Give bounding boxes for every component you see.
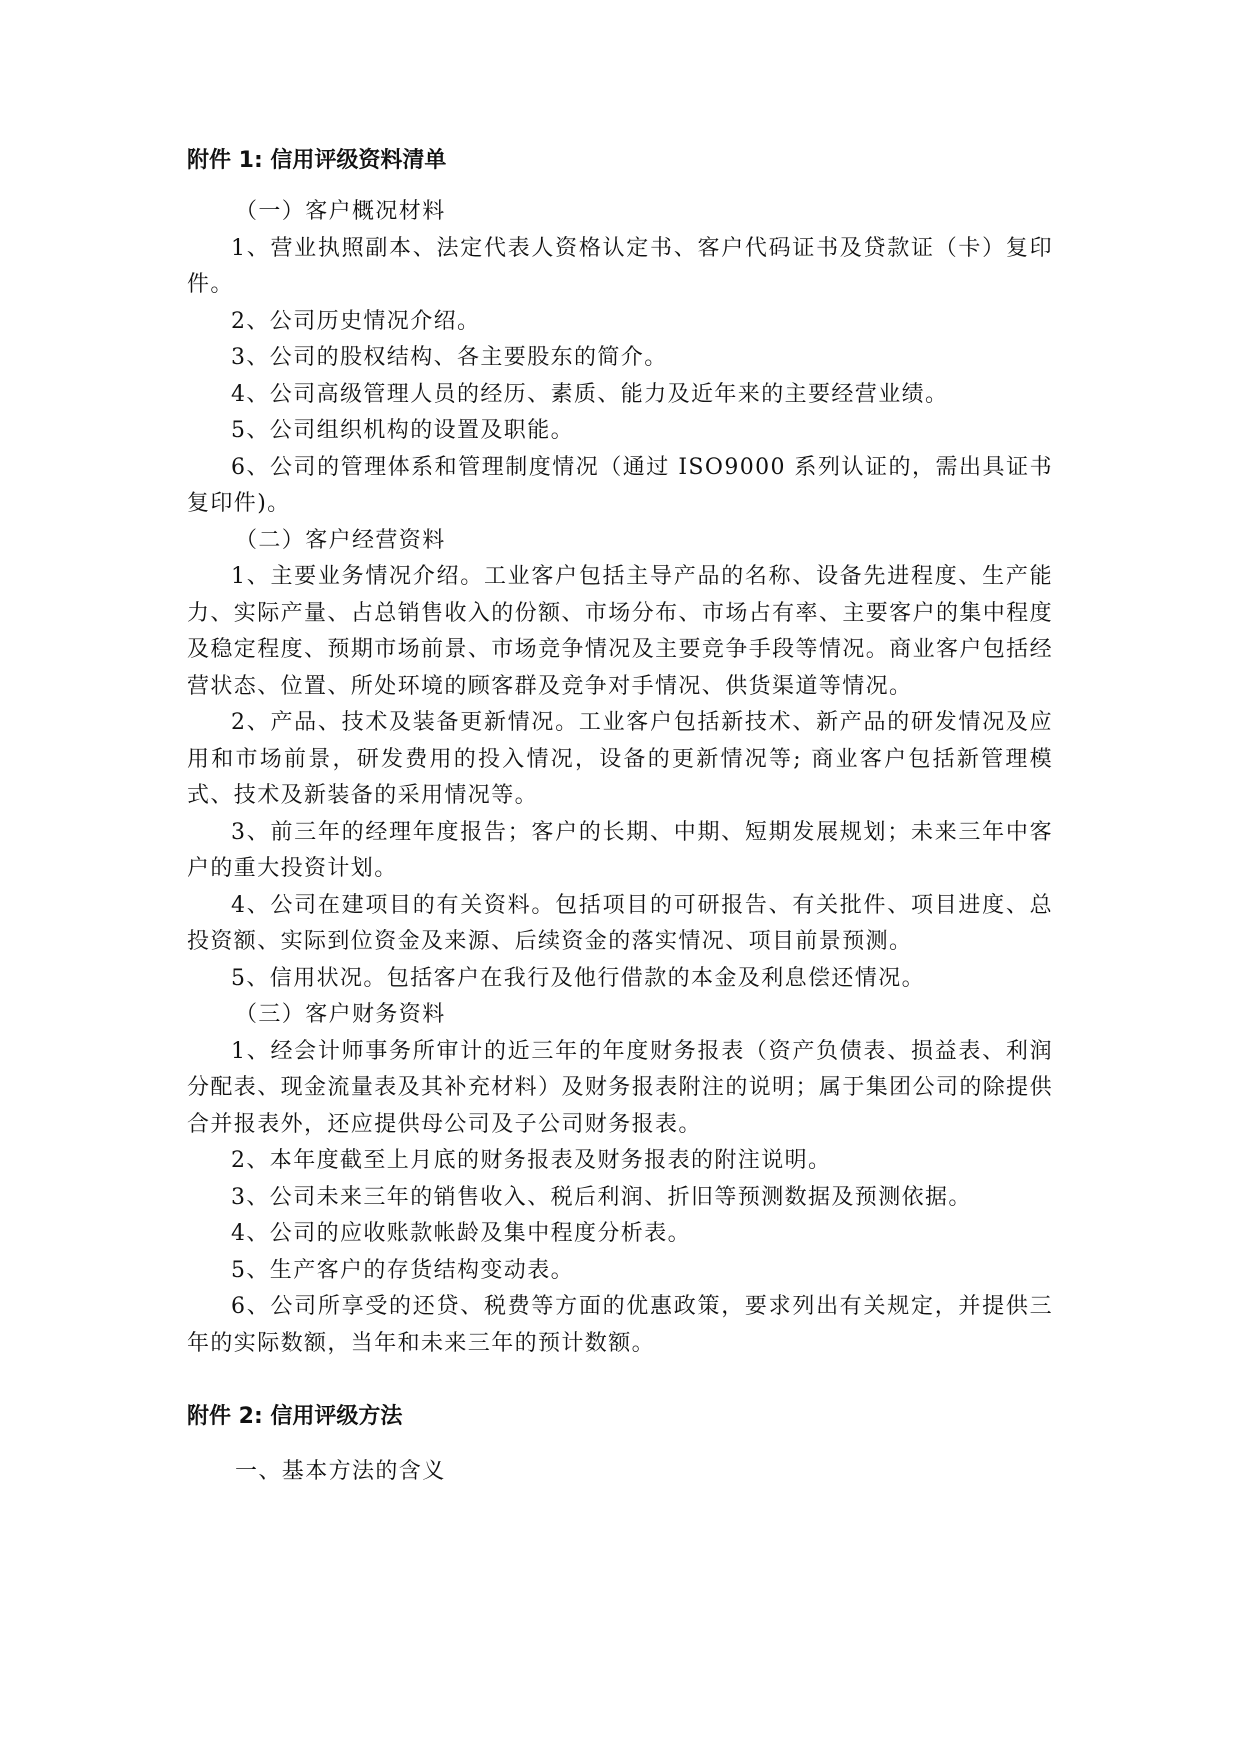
subheading-customer-finance: （三）客户财务资料 bbox=[235, 1002, 446, 1027]
list-item: 3、前三年的经理年度报告；客户的长期、中期、短期发展规划；未来三年中客户的重大投资计划。 bbox=[187, 819, 1053, 881]
list-item: 1、主要业务情况介绍。工业客户包括主导产品的名称、设备先进程度、生产能力、实际产量、占总销售收入的份额、市场分布、市场占有率、主要客户的集中程度及稳定程度、预期市场前景、市场竞争情况及主要竞争手段等情况。商业客户包括经营状态、位置、所处环境的顾客群及竞争对手情况、供货渠道等情况。 bbox=[187, 564, 1053, 699]
list-item: 1、营业执照副本、法定代表人资格认定书、客户代码证书及贷款证（卡）复印件。 bbox=[187, 235, 1053, 297]
subheading-basic-method: 一、基本方法的含义 bbox=[235, 1459, 446, 1484]
list-item: 5、公司组织机构的设置及职能。 bbox=[231, 418, 574, 443]
list-item: 4、公司的应收账款帐龄及集中程度分析表。 bbox=[231, 1221, 691, 1246]
section-heading-attachment-1: 附件 1: 信用评级资料清单 bbox=[187, 148, 447, 173]
list-item: 5、信用状况。包括客户在我行及他行借款的本金及利息偿还情况。 bbox=[231, 965, 925, 991]
list-item: 1、经会计师事务所审计的近三年的年度财务报表（资产负债表、损益表、利润分配表、现金流量表及其补充材料）及财务报表附注的说明；属于集团公司的除提供合并报表外，还应提供母公司及子公司财务报表。 bbox=[187, 1038, 1053, 1137]
subheading-customer-overview: （一）客户概况材料 bbox=[235, 199, 446, 224]
subheading-customer-operations: （二）客户经营资料 bbox=[235, 527, 446, 553]
document-content bbox=[187, 146, 1053, 1491]
list-item: 2、公司历史情况介绍。 bbox=[231, 308, 481, 334]
list-item: 3、公司未来三年的销售收入、税后利润、折旧等预测数据及预测依据。 bbox=[231, 1184, 972, 1210]
list-item: 6、公司的管理体系和管理制度情况（通过 ISO9000 系列认证的，需出具证书复印件)。 bbox=[187, 454, 1053, 516]
list-item: 6、公司所享受的还贷、税费等方面的优惠政策，要求列出有关规定，并提供三年的实际数额，当年和未来三年的预计数额。 bbox=[187, 1294, 1053, 1356]
section-heading-attachment-2: 附件 2: 信用评级方法 bbox=[187, 1404, 403, 1429]
list-item: 2、产品、技术及装备更新情况。工业客户包括新技术、新产品的研发情况及应用和市场前景，研发费用的投入情况，设备的更新情况等; 商业客户包括新管理模式、技术及新装备的采用情况等。 bbox=[187, 710, 1053, 808]
list-item: 2、本年度截至上月底的财务报表及财务报表的附注说明。 bbox=[231, 1148, 832, 1173]
list-item: 5、生产客户的存货结构变动表。 bbox=[231, 1257, 574, 1283]
list-item: 4、公司在建项目的有关资料。包括项目的可研报告、有关批件、项目进度、总投资额、实际到位资金及来源、后续资金的落实情况、项目前景预测。 bbox=[187, 892, 1053, 954]
list-item: 4、公司高级管理人员的经历、素质、能力及近年来的主要经营业绩。 bbox=[231, 381, 949, 407]
list-item: 3、公司的股权结构、各主要股东的简介。 bbox=[231, 345, 668, 370]
